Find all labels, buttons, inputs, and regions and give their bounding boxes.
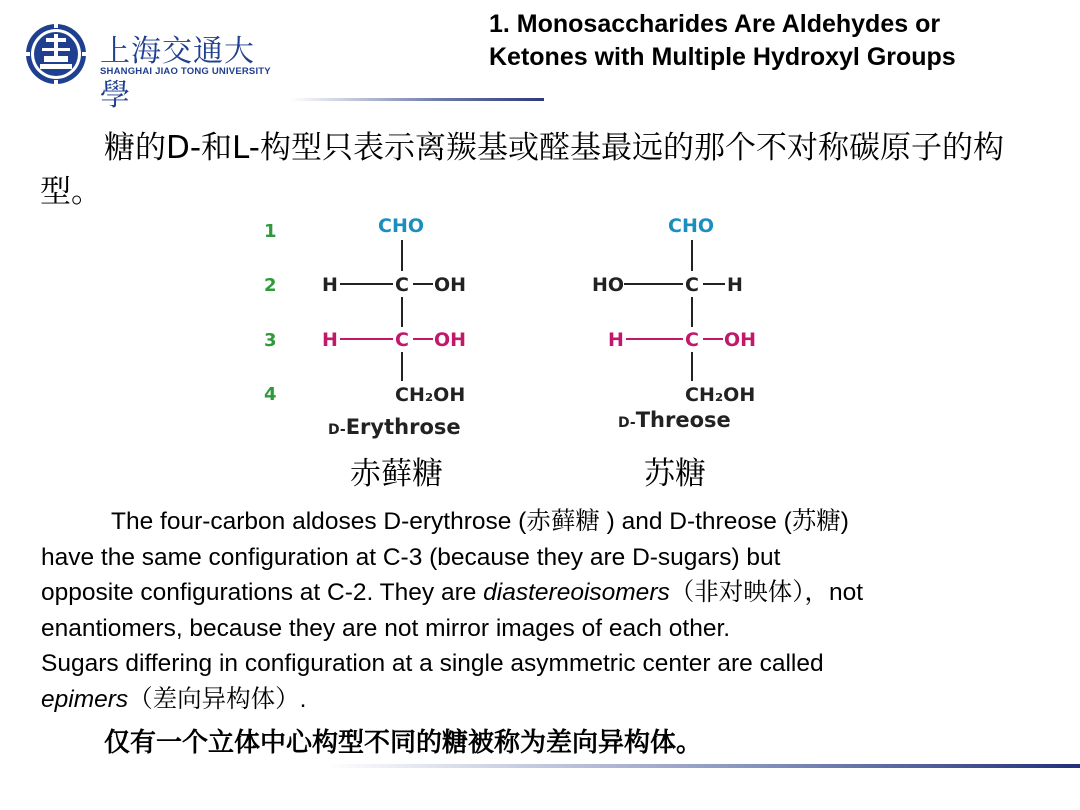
university-logo <box>24 22 284 113</box>
c3-right-substituent: OH <box>724 329 757 351</box>
summary-statement: 仅有一个立体中心构型不同的糖被称为差向异构体。 <box>104 728 703 758</box>
hydroxymethyl-group: CH₂OH <box>395 384 466 406</box>
c2-right-substituent: OH <box>434 274 467 296</box>
body-line: opposite configurations at C-2. They are diastereoisomers（非对映体），not <box>41 579 864 606</box>
footer-divider <box>0 764 1080 768</box>
erythrose-label: D-Erythrose <box>328 415 461 439</box>
erythrose-structure <box>322 215 466 439</box>
intro-text: 糖的D-和L-构型只表示离羰基或醛基最远的那个不对称碳原子的构型。 <box>40 130 1004 210</box>
c2-carbon: C <box>395 274 409 296</box>
c3-carbon: C <box>395 329 409 351</box>
body-line: enantiomers, because they are not mirror images of each other. <box>41 614 731 642</box>
c2-right-substituent: H <box>727 274 743 296</box>
slide-title <box>489 8 1069 74</box>
body-line: The four-carbon aldoses D-erythrose (赤藓糖 ) and D-threose (苏糖) <box>111 508 849 535</box>
university-name-cn: 上海交通大學 <box>100 34 255 113</box>
threose-structure <box>592 215 756 432</box>
erythrose-cn-caption: 赤藓糖 <box>350 456 443 492</box>
aldehyde-group: CHO <box>378 215 424 237</box>
threose-cn-caption: 苏糖 <box>644 456 706 492</box>
c3-left-substituent: H <box>322 329 338 351</box>
fischer-projection-diagram <box>250 205 770 445</box>
c3-carbon: C <box>685 329 699 351</box>
aldehyde-group: CHO <box>668 215 714 237</box>
row-number: 1 <box>264 221 277 242</box>
row-number: 2 <box>264 275 277 296</box>
body-paragraph <box>41 504 1051 717</box>
university-seal-icon <box>24 22 88 86</box>
body-line: have the same configuration at C-3 (because they are D-sugars) but <box>41 543 781 571</box>
slide-title-line-1: 1. Monosaccharides Are Aldehydes or <box>489 10 941 38</box>
header-divider <box>290 98 544 101</box>
c2-carbon: C <box>685 274 699 296</box>
term-epimers: epimers <box>41 685 129 713</box>
c2-left-substituent: HO <box>592 274 625 296</box>
hydroxymethyl-group: CH₂OH <box>685 384 756 406</box>
intro-statement <box>40 126 1050 214</box>
row-number: 4 <box>264 384 277 405</box>
term-diastereoisomers: diastereoisomers <box>483 579 670 606</box>
c3-right-substituent: OH <box>434 329 467 351</box>
body-line: Sugars differing in configuration at a single asymmetric center are called <box>41 650 824 677</box>
row-number: 3 <box>264 330 277 351</box>
c3-left-substituent: H <box>608 329 624 351</box>
c2-left-substituent: H <box>322 274 338 296</box>
slide-title-line-2: Ketones with Multiple Hydroxyl Groups <box>489 43 956 71</box>
threose-label: D-Threose <box>618 408 731 432</box>
body-line: epimers（差向异构体）. <box>41 685 307 713</box>
university-name-en: SHANGHAI JIAO TONG UNIVERSITY <box>100 66 271 77</box>
